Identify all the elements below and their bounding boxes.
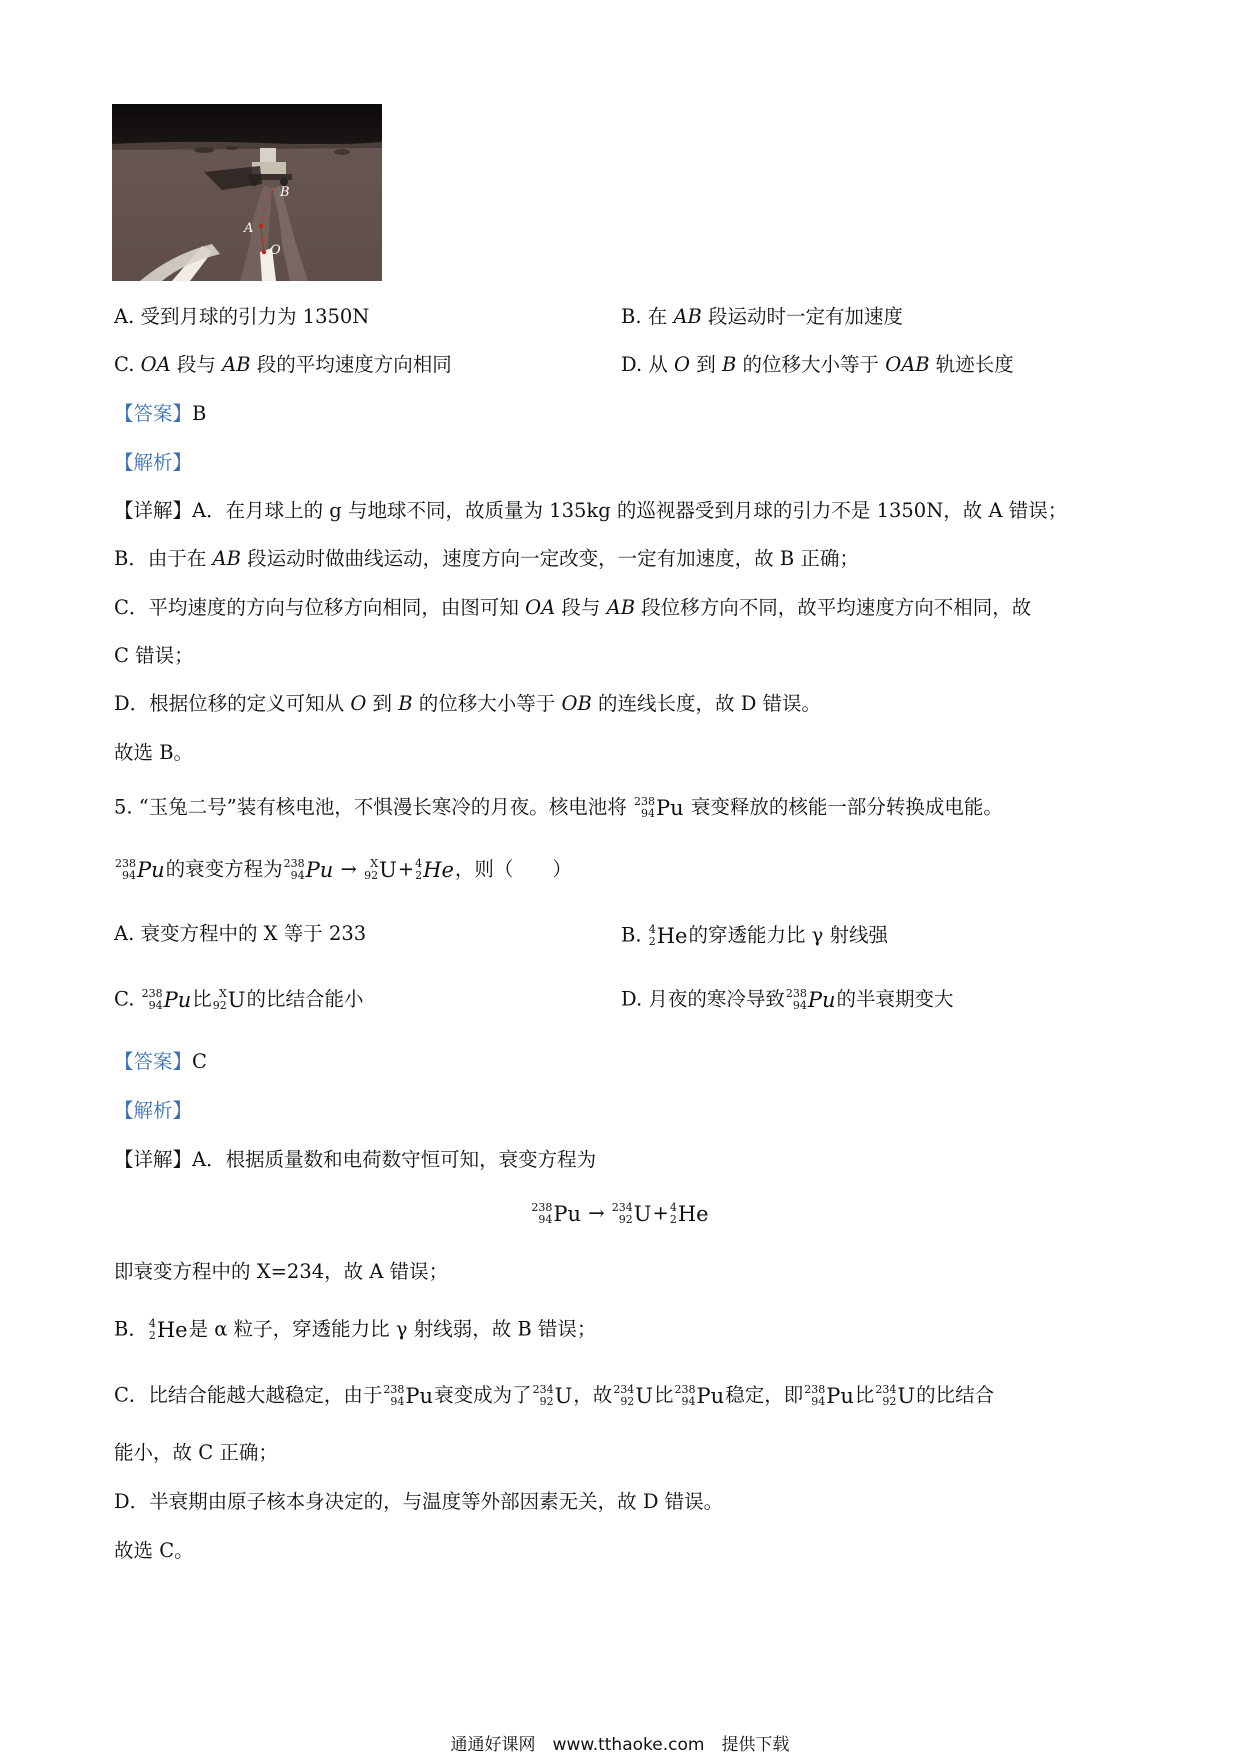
nuclide-pu: 238 94 Pu xyxy=(283,857,334,883)
q4-detail-b: B．由于在 AB 段运动时做曲线运动，速度方向一定改变，一定有加速度，故 B 正确； xyxy=(114,547,859,570)
q5-detail-a-result: 即衰变方程中的 X=234，故 A 错误； xyxy=(114,1260,449,1283)
nuclide-u-234: 234 92 U xyxy=(532,1383,573,1409)
label-A: A xyxy=(244,221,254,236)
q4-option-a: A. 受到月球的引力为 1350N xyxy=(114,305,370,328)
q5-detail-d: D．半衰期由原子核本身决定的，与温度等外部因素无关，故 D 错误。 xyxy=(114,1490,724,1513)
q5-option-b: B. 4 2 He的穿透能力比 γ 射线强 xyxy=(621,923,889,949)
label-B: B xyxy=(280,185,290,200)
q5-option-d: D. 月夜的寒冷导致 238 94 Pu的半衰期变大 xyxy=(621,987,954,1013)
nuclide-u-x: X 92 U xyxy=(212,987,246,1013)
nuclide-pu: 238 94 Pu xyxy=(804,1383,854,1409)
nuclide-he: 4 2 He xyxy=(669,1201,709,1227)
q5-detail-a: 【详解】A．根据质量数和电荷数守恒可知，衰变方程为 xyxy=(114,1148,597,1171)
nuclide-pu: 238 94 Pu xyxy=(531,1201,582,1227)
nuclide-u-234: 234 92 U xyxy=(613,1383,654,1409)
q4-detail-c2: C 错误； xyxy=(114,644,194,667)
lunar-rover-photo xyxy=(112,104,382,281)
q4-analysis-label: 【解析】 xyxy=(114,451,193,474)
q4-option-d: D. 从 O 到 B 的位移大小等于 OAB 轨迹长度 xyxy=(621,353,1014,376)
q4-answer: 【答案】B xyxy=(114,402,207,425)
q5-decay-equation: 238 94 Pu → 234 92 U+ 4 2 He xyxy=(531,1201,709,1227)
q5-detail-c1: C．比结合能越大越稳定，由于 238 94 Pu衰变成为了 234 92 U，故 234 92 U比 238 94 Pu稳定，即 238 94 Pu比 234 92 U的比结合 xyxy=(114,1383,995,1409)
q5-answer: 【答案】C xyxy=(114,1050,207,1073)
nuclide-pu: 238 94 Pu xyxy=(785,987,836,1013)
q4-detail-a: 【详解】A．在月球上的 g 与地球不同，故质量为 135kg 的巡视器受到月球的引力不是 1350N，故 A 错误； xyxy=(114,499,1068,522)
q5-detail-c2: 能小，故 C 正确； xyxy=(114,1441,278,1464)
q5-conclusion: 故选 C。 xyxy=(114,1539,194,1562)
nuclide-he: 4 2 He xyxy=(648,923,688,949)
q5-option-c: C. 238 94 Pu比 X 92 U的比结合能小 xyxy=(114,987,364,1013)
nuclide-u-234: 234 92 U xyxy=(875,1383,916,1409)
page-footer: 通通好课网 www.tthaoke.com 提供下载 xyxy=(450,1735,790,1755)
nuclide-pu: 238 94 Pu xyxy=(633,795,684,821)
nuclide-u-234: 234 92 U xyxy=(611,1201,652,1227)
q5-option-a: A. 衰变方程中的 X 等于 233 xyxy=(114,922,367,945)
nuclide-pu: 238 94 Pu xyxy=(141,987,192,1013)
q5-detail-b: B． 4 2 He是 α 粒子，穿透能力比 γ 射线弱，故 B 错误； xyxy=(114,1317,597,1343)
nuclide-pu: 238 94 Pu xyxy=(115,857,165,883)
q4-conclusion: 故选 B。 xyxy=(114,741,194,764)
nuclide-pu: 238 94 Pu xyxy=(383,1383,434,1409)
nuclide-he: 4 2 He xyxy=(148,1317,188,1343)
nuclide-he: 4 2 He xyxy=(415,857,454,883)
label-O: O xyxy=(270,243,281,258)
q5-stem-line2: 238 94 Pu的衰变方程为 238 94 Pu → X 92 U+ 4 2 He，则（ ） xyxy=(115,857,572,883)
q4-option-b: B. 在 AB 段运动时一定有加速度 xyxy=(621,305,904,328)
q5-stem-line1: 5. “玉兔二号”装有核电池，不惧漫长寒冷的月夜。核电池将 238 94 Pu 衰变释放的核能一部分转换成电能。 xyxy=(114,795,1003,821)
q4-detail-c1: C．平均速度的方向与位移方向相同，由图可知 OA 段与 AB 段位移方向不同，故平均速度方向不相同，故 xyxy=(114,596,1032,619)
q5-analysis-label: 【解析】 xyxy=(114,1099,193,1122)
nuclide-u-x: X 92 U xyxy=(364,857,397,883)
q4-detail-d: D．根据位移的定义可知从 O 到 B 的位移大小等于 OB 的连线长度，故 D 错误。 xyxy=(114,692,822,715)
q4-option-c: C. OA 段与 AB 段的平均速度方向相同 xyxy=(114,353,452,376)
nuclide-pu: 238 94 Pu xyxy=(674,1383,725,1409)
